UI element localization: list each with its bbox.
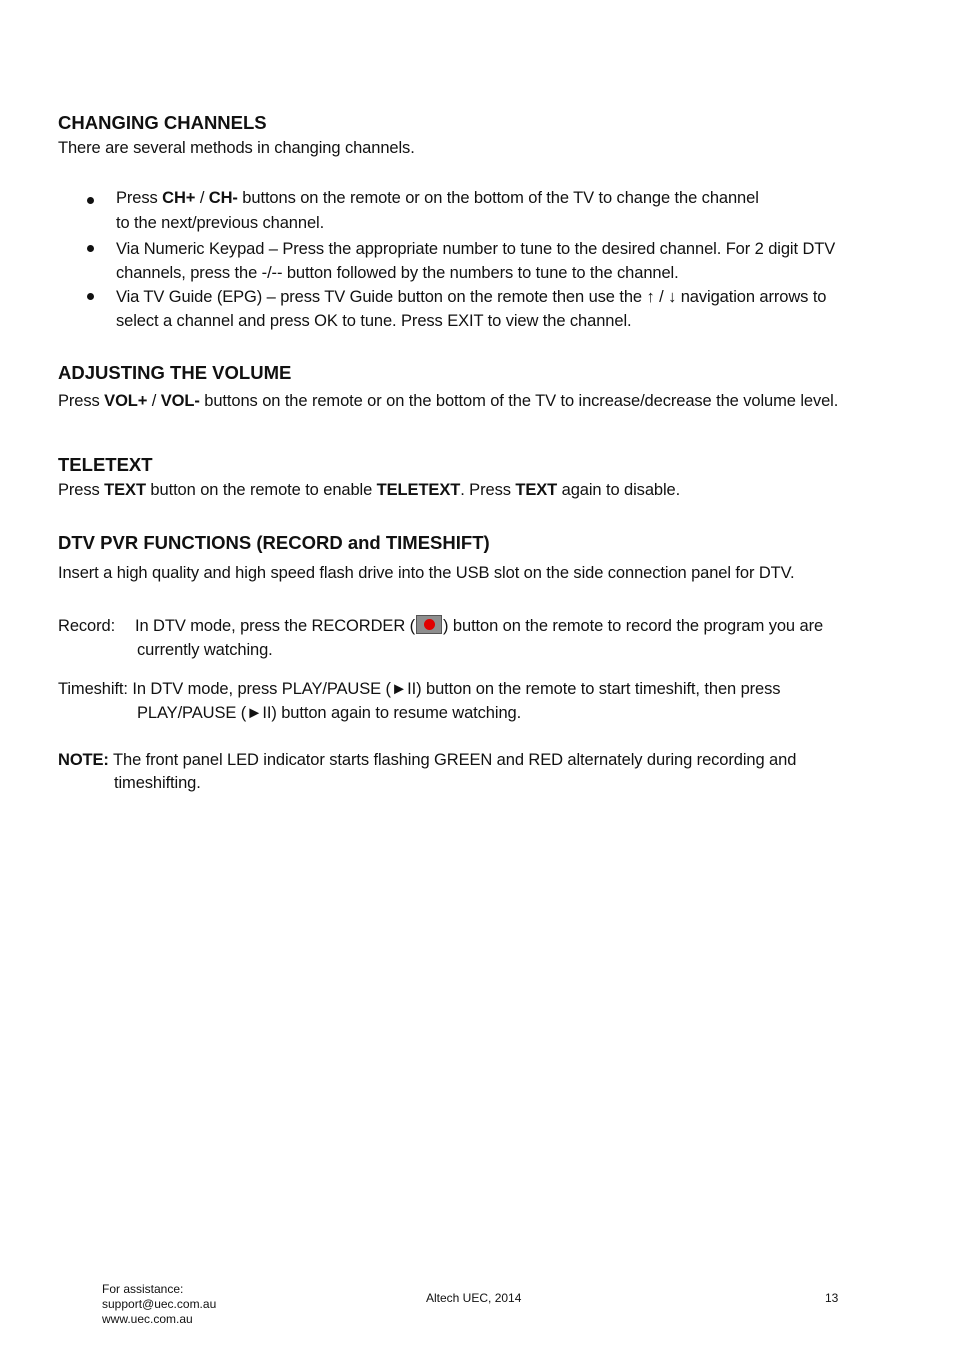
timeshift-line2: PLAY/PAUSE (►II) button again to resume watching. bbox=[137, 704, 522, 722]
bullet1-line1: Press CH+ / CH- buttons on the remote or on the bottom of the TV to change the channel bbox=[116, 189, 759, 207]
heading-dtv-pvr: DTV PVR FUNCTIONS (RECORD and TIMESHIFT) bbox=[58, 532, 490, 553]
pvr-intro: Insert a high quality and high speed flash drive into the USB slot on the side connection panel for DTV. bbox=[58, 564, 795, 582]
record-dot bbox=[424, 619, 435, 630]
bullet2-line2: channels, press the -/-- button followed by the numbers to tune to the channel. bbox=[116, 264, 679, 282]
bullet1-line2: to the next/previous channel. bbox=[116, 214, 325, 232]
record-line1: In DTV mode, press the RECORDER ( ) button on the remote to record the program you are bbox=[135, 617, 824, 635]
bullet-icon bbox=[87, 245, 94, 252]
footer-email: support@uec.com.au bbox=[102, 1297, 217, 1311]
bullet2-line1: Via Numeric Keypad – Press the appropriate number to tune to the desired channel. For 2 digit DTV bbox=[116, 240, 836, 258]
teletext-text: Press TEXT button on the remote to enable TELETEXT. Press TEXT again to disable. bbox=[58, 481, 681, 499]
heading-changing-channels: CHANGING CHANNELS bbox=[58, 112, 267, 133]
bullet-icon bbox=[87, 293, 94, 300]
page-number: 13 bbox=[825, 1291, 839, 1305]
note-line2: timeshifting. bbox=[114, 774, 201, 792]
changing-intro: There are several methods in changing channels. bbox=[58, 139, 415, 157]
bullet-icon bbox=[87, 197, 94, 204]
bullet3-line1: Via TV Guide (EPG) – press TV Guide button on the remote then use the ↑ / ↓ navigation arrows to bbox=[116, 288, 827, 306]
volume-text: Press VOL+ / VOL- buttons on the remote or on the bottom of the TV to increase/decrease the volume level. bbox=[58, 392, 839, 410]
bullet3-line2: select a channel and press OK to tune. Press EXIT to view the channel. bbox=[116, 312, 632, 330]
heading-teletext: TELETEXT bbox=[58, 454, 153, 475]
record-label: Record: bbox=[58, 617, 116, 635]
heading-adjusting-volume: ADJUSTING THE VOLUME bbox=[58, 362, 292, 383]
timeshift-line1: Timeshift: In DTV mode, press PLAY/PAUSE (►II) button on the remote to start timeshift, then press bbox=[58, 680, 781, 698]
footer-website: www.uec.com.au bbox=[102, 1312, 193, 1326]
record-line2: currently watching. bbox=[137, 641, 273, 659]
footer-assist-label: For assistance: bbox=[102, 1282, 184, 1296]
record-button-icon bbox=[416, 615, 442, 634]
footer-copyright: Altech UEC, 2014 bbox=[426, 1291, 522, 1305]
note-line1: NOTE: The front panel LED indicator starts flashing GREEN and RED alternately during recording and bbox=[58, 751, 797, 769]
